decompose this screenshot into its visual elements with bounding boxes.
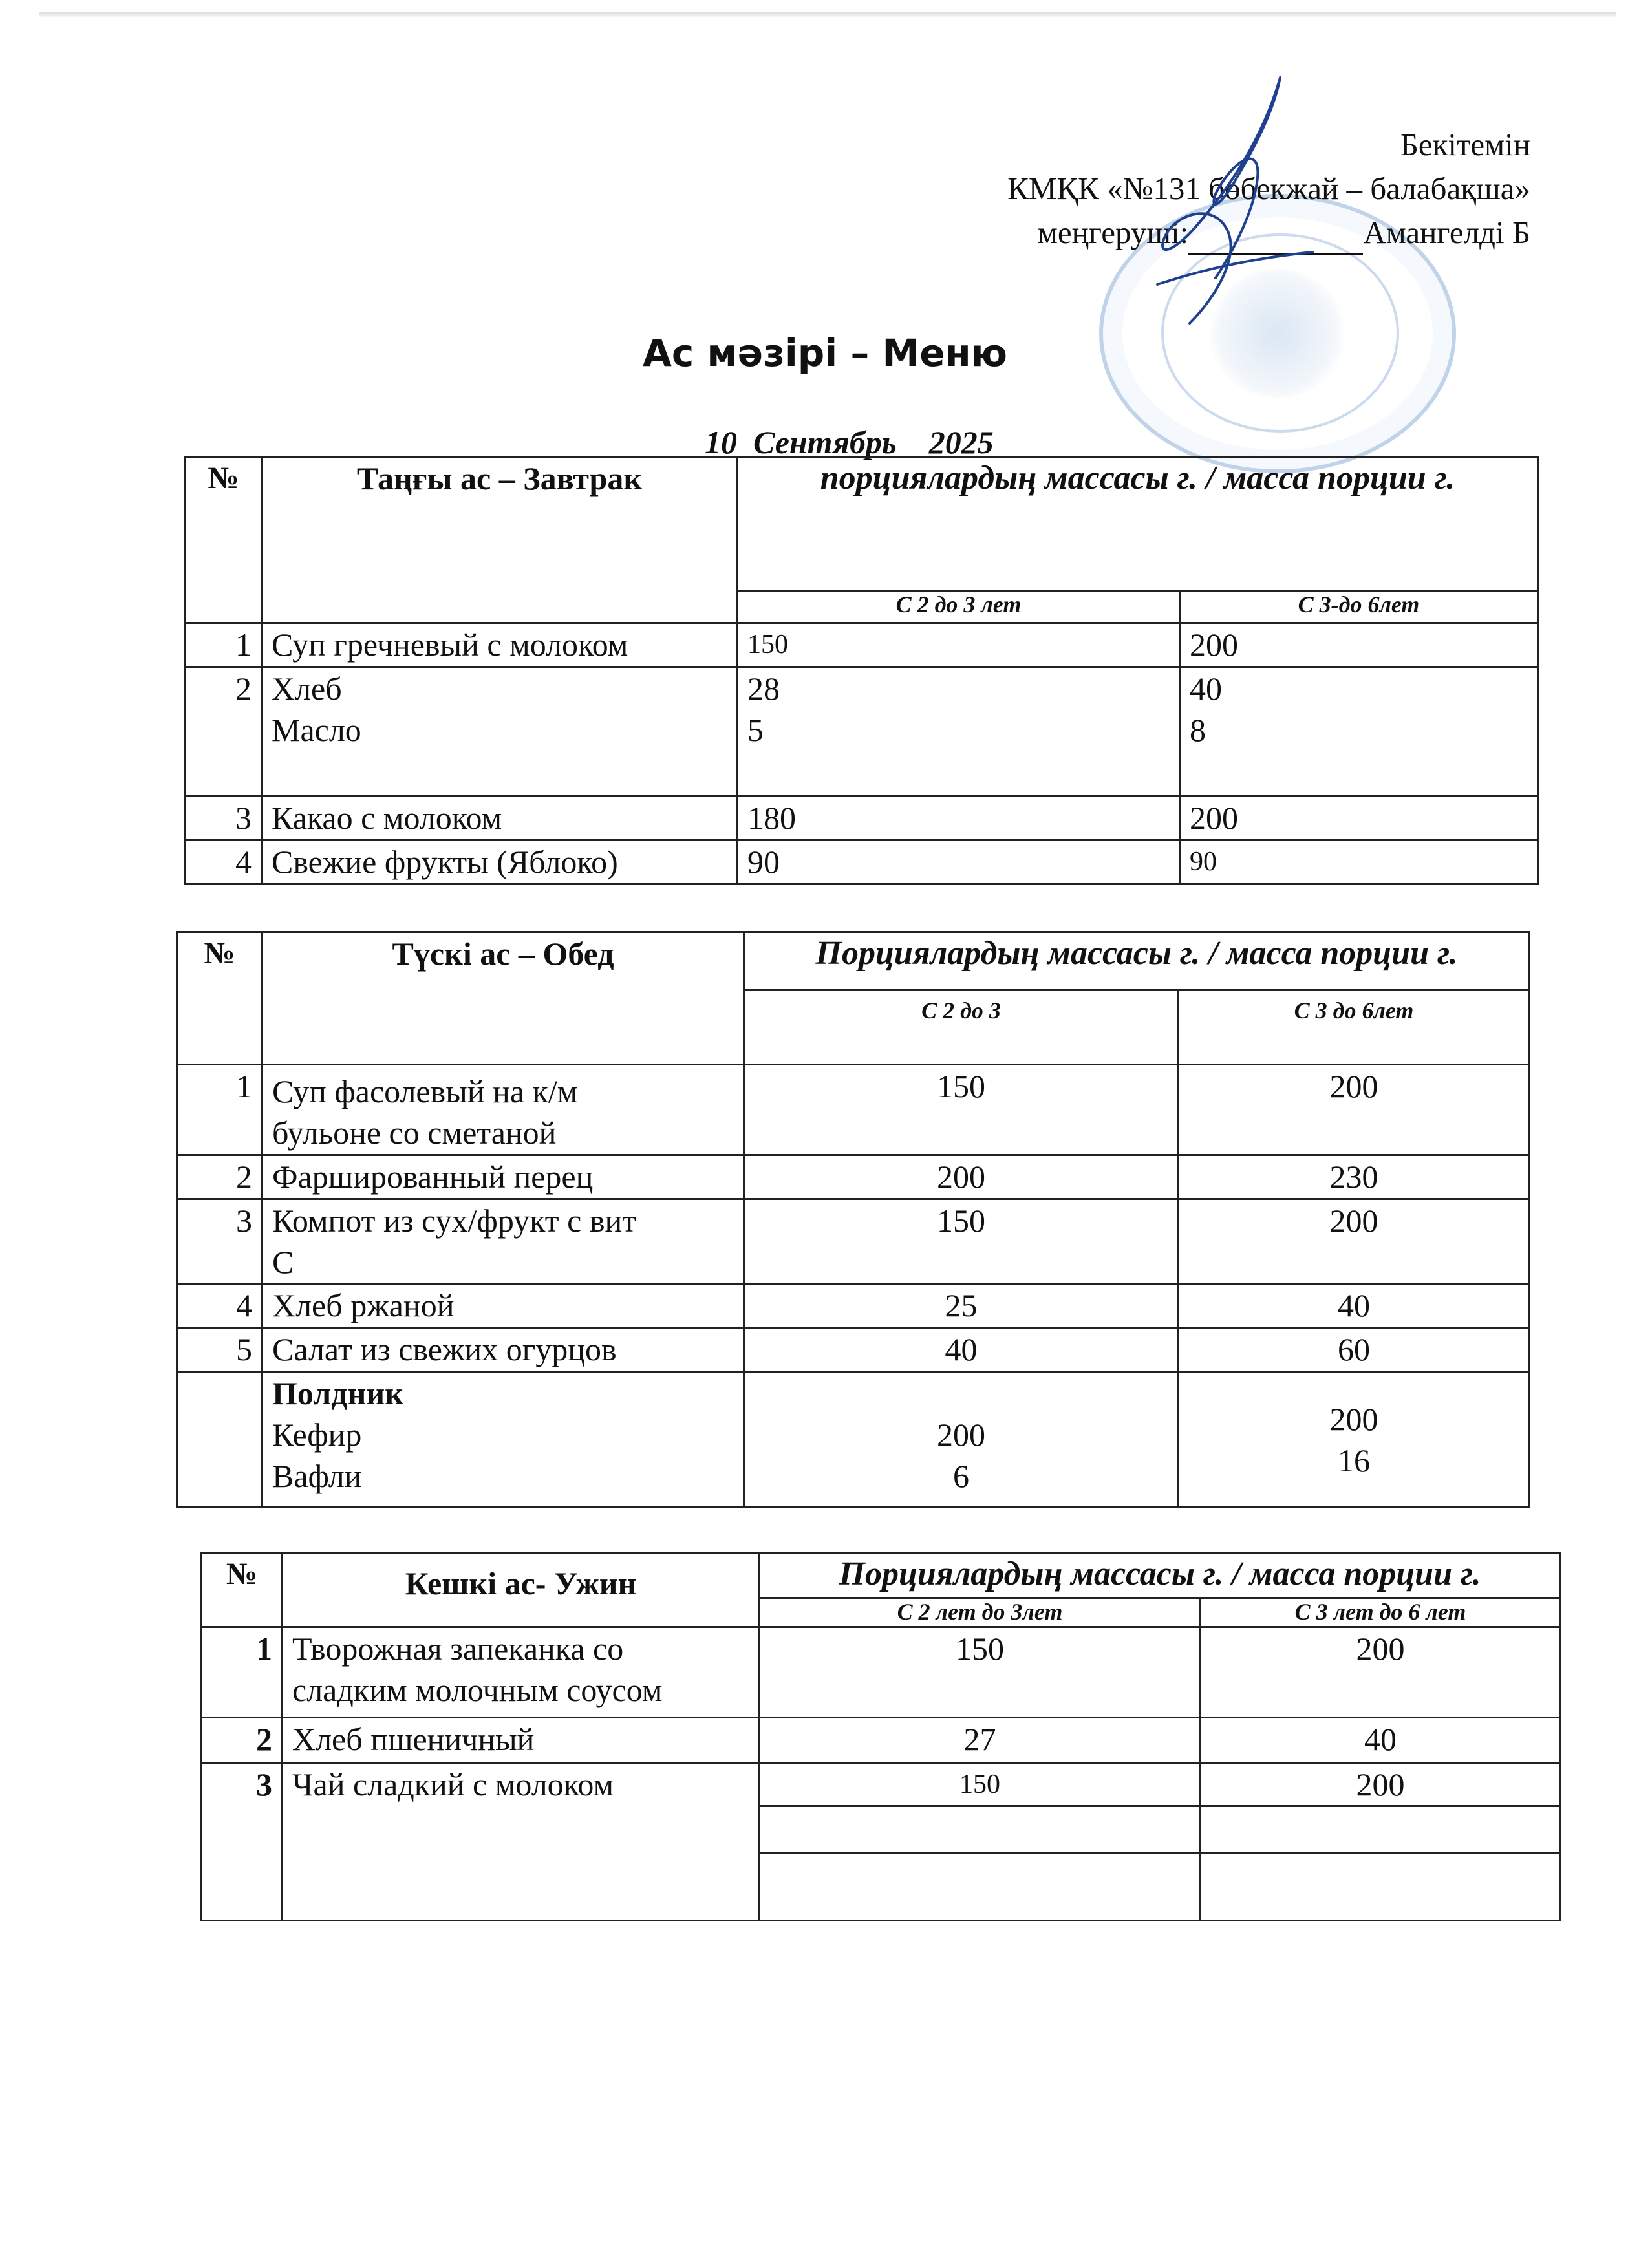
row-number: 3 xyxy=(202,1763,283,1921)
portion-3-6: 40 xyxy=(1201,1718,1561,1763)
handwritten-signature xyxy=(1119,65,1338,336)
row-number: 4 xyxy=(186,840,262,884)
dish-line: Вафли xyxy=(272,1458,362,1494)
empty-cell xyxy=(760,1806,1201,1853)
portion-value: 28 xyxy=(747,670,780,707)
snack-title: Полдник xyxy=(272,1375,404,1411)
dish-line: С xyxy=(272,1244,294,1280)
dish-name: Какао с молоком xyxy=(262,797,738,840)
portion-value: 5 xyxy=(747,712,764,748)
page-title: Ас мәзірі – Меню xyxy=(642,331,1008,375)
table-row xyxy=(202,1718,1561,1763)
dish-line: бульоне со сметаной xyxy=(272,1115,557,1151)
snack-dishes xyxy=(262,1372,744,1508)
table-row xyxy=(202,1627,1561,1718)
dish-name xyxy=(262,667,738,797)
dish-line: Суп фасолевый на к/м xyxy=(272,1073,578,1109)
row-number: 4 xyxy=(177,1284,262,1328)
portion-3-6: 40 xyxy=(1179,1284,1530,1328)
dish-line: сладким молочным соусом xyxy=(292,1672,663,1708)
portion-3-6: 200 xyxy=(1180,797,1538,840)
portion-value: 200 xyxy=(937,1417,985,1453)
row-number: 1 xyxy=(177,1065,262,1155)
portion-value: 16 xyxy=(1338,1442,1370,1479)
table-row xyxy=(186,623,1538,667)
table-row xyxy=(177,1328,1530,1372)
portion-3-6: 200 xyxy=(1179,1065,1530,1155)
portion-2-3: 150 xyxy=(738,623,1180,667)
portion-2-3: 150 xyxy=(744,1065,1179,1155)
dish-line: Компот из сух/фрукт с вит xyxy=(272,1203,637,1239)
dinner-age-header-1: С 2 лет до 3лет xyxy=(760,1598,1201,1627)
portion-3-6: 230 xyxy=(1179,1155,1530,1199)
portion-3-6 xyxy=(1180,667,1538,797)
portion-2-3: 40 xyxy=(744,1328,1179,1372)
menu-date: 10 Сентябрь 2025 xyxy=(705,424,994,460)
row-number: 1 xyxy=(186,623,262,667)
table-row xyxy=(186,667,1538,797)
empty-cell xyxy=(1201,1806,1561,1853)
approval-position: меңгеруші: xyxy=(1037,215,1189,250)
dish-line: Творожная запеканка со xyxy=(292,1631,624,1667)
snack-row xyxy=(177,1372,1530,1508)
breakfast-table xyxy=(184,456,1539,885)
lunch-meal-header: Түскі ас – Обед xyxy=(262,932,744,1065)
table-row xyxy=(202,1763,1561,1806)
row-number: 2 xyxy=(177,1155,262,1199)
breakfast-num-header: № xyxy=(186,457,262,623)
empty-cell xyxy=(760,1853,1201,1921)
breakfast-mass-header: порциялардың массасы г. / масса порции г. xyxy=(738,457,1538,591)
table-row xyxy=(177,1155,1530,1199)
row-number: 3 xyxy=(186,797,262,840)
approval-name: Амангелді Б xyxy=(1363,215,1530,250)
portion-value: 40 xyxy=(1190,670,1222,707)
lunch-age-header-1: С 2 до 3 xyxy=(744,990,1179,1065)
lunch-num-header: № xyxy=(177,932,262,1065)
dinner-num-header: № xyxy=(202,1553,283,1627)
portion-2-3: 150 xyxy=(760,1627,1201,1718)
lunch-table xyxy=(176,931,1530,1508)
lunch-mass-header: Порциялардың массасы г. / масса порции г. xyxy=(744,932,1530,990)
scan-edge xyxy=(39,12,1616,18)
portion-3-6: 90 xyxy=(1180,840,1538,884)
portion-2-3: 27 xyxy=(760,1718,1201,1763)
dinner-mass-header: Порциялардың массасы г. / масса порции г. xyxy=(760,1553,1561,1598)
portion-2-3: 180 xyxy=(738,797,1180,840)
portion-3-6: 200 xyxy=(1201,1763,1561,1806)
row-number: 3 xyxy=(177,1199,262,1284)
row-number: 1 xyxy=(202,1627,283,1718)
portion-2-3 xyxy=(738,667,1180,797)
dish-name xyxy=(262,1065,744,1155)
dish-name: Суп гречневый с молоком xyxy=(262,623,738,667)
row-number: 5 xyxy=(177,1328,262,1372)
dinner-meal-header: Кешкі ас- Ужин xyxy=(283,1553,760,1627)
dish-name xyxy=(262,1199,744,1284)
dinner-table xyxy=(200,1552,1561,1921)
portion-3-6: 200 xyxy=(1180,623,1538,667)
table-row xyxy=(177,1199,1530,1284)
dish-name: Хлеб ржаной xyxy=(262,1284,744,1328)
table-row xyxy=(186,840,1538,884)
table-row xyxy=(177,1284,1530,1328)
portion-2-3 xyxy=(744,1372,1179,1508)
dish-name: Фаршированный перец xyxy=(262,1155,744,1199)
breakfast-age-header-1: С 2 до 3 лет xyxy=(738,591,1180,623)
portion-2-3: 150 xyxy=(760,1763,1201,1806)
row-number: 2 xyxy=(202,1718,283,1763)
dish-line: Хлеб xyxy=(272,670,342,707)
breakfast-meal-header: Таңғы ас – Завтрак xyxy=(262,457,738,623)
dinner-age-header-2: С 3 лет до 6 лет xyxy=(1201,1598,1561,1627)
approval-line2: КМҚК «№131 бөбекжай – балабақша» xyxy=(1007,171,1530,206)
breakfast-age-header-2: С 3-до 6лет xyxy=(1180,591,1538,623)
empty-cell xyxy=(1201,1853,1561,1921)
dish-name: Салат из свежих огурцов xyxy=(262,1328,744,1372)
dish-name: Свежие фрукты (Яблоко) xyxy=(262,840,738,884)
portion-2-3: 150 xyxy=(744,1199,1179,1284)
portion-value: 6 xyxy=(953,1458,969,1494)
dish-name xyxy=(283,1627,760,1718)
lunch-age-header-2: С 3 до 6лет xyxy=(1179,990,1530,1065)
portion-2-3: 90 xyxy=(738,840,1180,884)
portion-3-6: 200 xyxy=(1201,1627,1561,1718)
dish-name: Чай сладкий с молоком xyxy=(283,1763,760,1921)
approval-line1: Бекітемін xyxy=(1400,127,1530,162)
row-number-empty xyxy=(177,1372,262,1508)
portion-3-6: 200 xyxy=(1179,1199,1530,1284)
portion-3-6: 60 xyxy=(1179,1328,1530,1372)
portion-2-3: 200 xyxy=(744,1155,1179,1199)
portion-value: 8 xyxy=(1190,712,1206,748)
table-row xyxy=(177,1065,1530,1155)
dish-line: Кефир xyxy=(272,1417,362,1453)
portion-3-6 xyxy=(1179,1372,1530,1508)
portion-value: 200 xyxy=(1329,1401,1378,1437)
table-row xyxy=(186,797,1538,840)
dish-line: Масло xyxy=(272,712,361,748)
row-number: 2 xyxy=(186,667,262,797)
dish-name: Хлеб пшеничный xyxy=(283,1718,760,1763)
portion-2-3: 25 xyxy=(744,1284,1179,1328)
